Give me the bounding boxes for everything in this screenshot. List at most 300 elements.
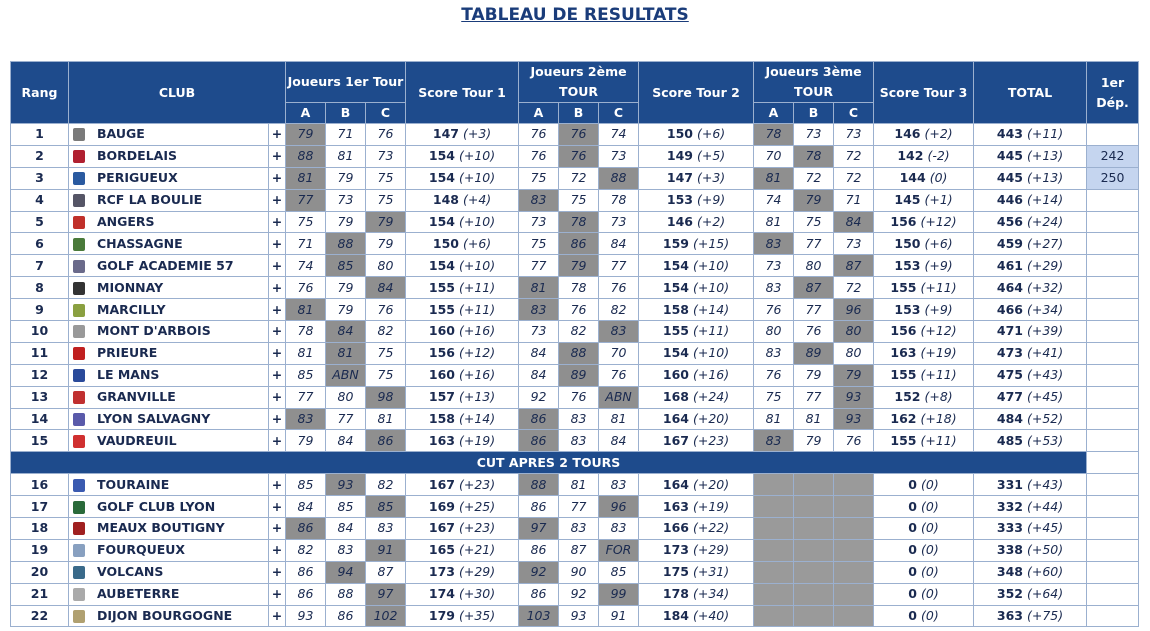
score-tour2 [639,211,754,233]
rank-cell: 11 [11,342,69,364]
total-cell [974,255,1087,277]
score-tour1-diff: (+13) [458,389,496,405]
total-cell [974,496,1087,518]
score-tour3-diff: (+11) [920,279,957,295]
table-row [11,233,1139,255]
total-cell [974,145,1087,167]
score-t2-cell: 82 [599,299,639,321]
club-logo-icon [73,238,85,251]
first-dep-cell [1087,583,1139,605]
score-tour1-diff: (+3) [462,126,492,142]
total-value: 475 [996,367,1023,383]
score-t2-cell: 72 [559,167,599,189]
score-t2-cell: 75 [559,189,599,211]
score-t2-cell: 92 [519,561,559,583]
total-value: 332 [996,498,1023,514]
score-t2-cell: 83 [559,408,599,430]
score-t2-cell: 81 [519,277,559,299]
score-t2-cell: 91 [599,605,639,627]
club-cell [69,496,269,518]
expand-button[interactable]: + [269,342,286,364]
score-t3-cell: 81 [794,408,834,430]
total-diff: (+75) [1026,608,1064,624]
club-name: MEAUX BOUTIGNY [97,520,225,536]
score-tour3-value: 155 [890,367,917,383]
score-t2-cell: 75 [519,233,559,255]
score-t3-cell: 72 [834,145,874,167]
score-tour2-diff: (+3) [696,170,726,186]
score-t1-cell: 86 [286,518,326,540]
total-diff: (+29) [1026,257,1064,273]
score-t2-cell: 75 [519,167,559,189]
score-tour2 [639,255,754,277]
header-c1: C [366,103,406,124]
score-t3-cell: 80 [834,342,874,364]
header-c3: C [834,103,874,124]
score-tour2 [639,299,754,321]
total-cell [974,233,1087,255]
score-tour2-diff: (+31) [692,564,730,580]
expand-button[interactable]: + [269,145,286,167]
expand-button[interactable]: + [269,211,286,233]
expand-button[interactable]: + [269,124,286,146]
total-cell [974,539,1087,561]
first-dep-cell [1087,211,1139,233]
score-tour1 [406,211,519,233]
total-diff: (+11) [1026,126,1064,142]
score-t3-empty-cell [834,474,874,496]
score-t3-cell: 75 [754,386,794,408]
score-tour3-value: 150 [894,235,921,251]
club-cell [69,167,269,189]
total-value: 456 [996,214,1023,229]
header-players-tour2: Joueurs 2ème TOUR [519,62,639,103]
score-t1-cell: 74 [286,255,326,277]
score-tour1-diff: (+6) [462,235,492,251]
score-tour3 [874,124,974,146]
score-t2-cell: 83 [599,474,639,496]
total-value: 348 [996,564,1023,580]
score-t1-cell: ABN [326,364,366,386]
score-tour3 [874,386,974,408]
expand-button[interactable]: + [269,430,286,452]
score-t2-cell: 85 [599,561,639,583]
rank-cell: 3 [11,167,69,189]
score-t1-cell: 81 [366,408,406,430]
club-name: GOLF CLUB LYON [97,498,216,514]
total-cell [974,408,1087,430]
expand-button[interactable]: + [269,496,286,518]
score-t2-cell: 78 [559,277,599,299]
score-t2-cell: 88 [559,342,599,364]
score-tour3-value: 153 [894,257,921,273]
score-t3-cell: 83 [754,342,794,364]
score-t2-cell: 74 [599,124,639,146]
score-tour2-diff: (+16) [692,367,730,383]
score-t3-cell: 76 [834,430,874,452]
score-tour1-value: 154 [428,214,455,229]
score-tour2 [639,583,754,605]
score-tour3 [874,342,974,364]
total-diff: (+13) [1026,148,1064,164]
score-t1-cell: 81 [326,342,366,364]
score-tour2-diff: (+2) [696,214,726,229]
score-tour3 [874,518,974,540]
score-tour2-value: 146 [666,214,693,229]
score-tour3 [874,321,974,343]
score-tour2 [639,145,754,167]
score-tour1-value: 174 [428,586,455,602]
score-t2-cell: 89 [559,364,599,386]
score-tour1 [406,474,519,496]
club-logo-icon [73,391,85,404]
score-tour1-value: 160 [428,367,455,383]
results-body [11,124,1139,627]
score-tour3-value: 0 [908,542,917,558]
score-t3-empty-cell [754,496,794,518]
total-value: 333 [996,520,1023,536]
score-t3-cell: 87 [834,255,874,277]
score-tour1-value: 179 [428,608,455,624]
score-t1-cell: 75 [366,364,406,386]
score-tour3-value: 0 [908,608,917,624]
club-name: DIJON BOURGOGNE [97,608,233,624]
score-tour3-value: 156 [890,323,917,339]
expand-button[interactable]: + [269,277,286,299]
first-dep-cell [1087,342,1139,364]
score-t1-cell: 79 [286,430,326,452]
score-t3-cell: 76 [794,321,834,343]
score-t3-empty-cell [834,583,874,605]
score-t3-cell: 83 [754,430,794,452]
score-tour2-diff: (+40) [692,608,730,624]
first-dep-cell [1087,518,1139,540]
expand-button[interactable]: + [269,321,286,343]
expand-button[interactable]: + [269,364,286,386]
score-tour1-value: 154 [428,170,455,186]
score-t1-cell: 79 [326,277,366,299]
club-logo-icon [73,150,85,163]
score-t3-cell: 72 [834,167,874,189]
score-t2-cell: 76 [559,386,599,408]
cut-label: CUT APRES 2 TOURS [11,452,1087,474]
score-t1-cell: 82 [366,321,406,343]
score-t1-cell: 86 [286,583,326,605]
score-tour3-value: 156 [890,214,917,229]
club-name: VOLCANS [97,564,164,580]
score-t3-cell: 70 [754,145,794,167]
score-tour3 [874,145,974,167]
club-name: MONT D'ARBOIS [97,323,211,339]
score-tour2-diff: (+20) [692,411,730,427]
score-tour2-value: 167 [662,432,689,448]
score-t2-cell: 84 [599,430,639,452]
score-t1-cell: 83 [286,408,326,430]
club-logo-icon [73,325,85,338]
table-row [11,539,1139,561]
score-tour2 [639,430,754,452]
score-t3-cell: 81 [754,167,794,189]
club-cell [69,539,269,561]
score-t1-cell: 78 [286,321,326,343]
score-t2-cell: 86 [519,408,559,430]
club-cell [69,255,269,277]
expand-button[interactable]: + [269,167,286,189]
expand-button[interactable]: + [269,583,286,605]
score-tour2-diff: (+20) [692,476,730,492]
total-cell [974,430,1087,452]
score-t3-empty-cell [794,561,834,583]
score-t3-cell: 93 [834,386,874,408]
score-tour1 [406,539,519,561]
rank-cell: 5 [11,211,69,233]
score-tour3 [874,364,974,386]
score-tour3-diff: (0) [921,476,939,492]
score-tour2-diff: (+23) [692,432,730,448]
score-t3-cell: 77 [794,299,834,321]
score-tour1-diff: (+16) [458,367,496,383]
score-t2-cell: 77 [519,255,559,277]
expand-button[interactable]: + [269,605,286,627]
score-t2-cell: 86 [519,430,559,452]
score-tour2 [639,408,754,430]
header-b3: B [794,103,834,124]
first-dep-cell: 250 [1087,167,1139,189]
score-tour2-value: 175 [662,564,689,580]
score-t3-cell: 77 [794,386,834,408]
score-tour2 [639,539,754,561]
score-tour3-value: 142 [897,148,924,164]
score-t3-cell: 71 [834,189,874,211]
score-tour2 [639,364,754,386]
score-t1-cell: 79 [366,233,406,255]
score-tour2-value: 158 [662,301,689,317]
rank-cell: 9 [11,299,69,321]
score-tour3-value: 146 [894,126,921,142]
club-logo-icon [73,347,85,360]
score-t3-cell: 84 [834,211,874,233]
expand-button[interactable]: + [269,539,286,561]
score-tour3 [874,430,974,452]
score-tour3-value: 0 [908,586,917,602]
total-diff: (+13) [1026,170,1064,186]
score-t3-cell: 72 [794,167,834,189]
score-t3-empty-cell [754,518,794,540]
score-tour2-diff: (+34) [692,586,730,602]
table-row [11,211,1139,233]
header-score-tour3: Score Tour 3 [874,62,974,124]
total-value: 443 [996,126,1023,142]
total-cell [974,386,1087,408]
total-cell [974,277,1087,299]
score-tour3-value: 145 [894,192,921,208]
score-t3-cell: 80 [754,321,794,343]
score-tour2 [639,474,754,496]
score-t2-cell: 77 [599,255,639,277]
first-dep-cell [1087,124,1139,146]
score-tour2-value: 178 [662,586,689,602]
expand-button[interactable]: + [269,189,286,211]
score-tour3 [874,561,974,583]
total-value: 352 [996,586,1023,602]
score-tour1 [406,299,519,321]
score-t1-cell: 75 [366,189,406,211]
table-row [11,189,1139,211]
score-t1-cell: 82 [366,474,406,496]
score-t2-cell: 86 [519,539,559,561]
first-dep-cell [1087,474,1139,496]
club-cell [69,145,269,167]
score-t1-cell: 98 [366,386,406,408]
rank-cell: 7 [11,255,69,277]
score-tour1-diff: (+19) [458,432,496,448]
score-t1-cell: 73 [366,145,406,167]
table-row [11,167,1139,189]
rank-cell: 2 [11,145,69,167]
score-t1-cell: 88 [326,233,366,255]
score-tour3-diff: (0) [921,564,939,580]
score-t3-cell: 76 [754,364,794,386]
score-tour1 [406,386,519,408]
score-tour3-diff: (+8) [924,389,953,405]
score-t1-cell: 79 [286,124,326,146]
first-dep-cell: 242 [1087,145,1139,167]
score-t1-cell: 84 [366,277,406,299]
score-tour1 [406,124,519,146]
club-logo-icon [73,172,85,185]
score-tour1-diff: (+11) [458,301,496,317]
score-tour3-value: 0 [908,476,917,492]
table-row [11,583,1139,605]
expand-button[interactable]: + [269,386,286,408]
score-t1-cell: 86 [366,430,406,452]
score-tour1-diff: (+12) [458,345,496,361]
club-logo-icon [73,588,85,601]
expand-button[interactable]: + [269,299,286,321]
header-b2: B [559,103,599,124]
score-t1-cell: 85 [326,255,366,277]
header-a2: A [519,103,559,124]
club-cell [69,474,269,496]
score-t2-cell: 73 [599,145,639,167]
score-tour2-diff: (+29) [692,542,730,558]
page-title: TABLEAU DE RESULTATS [461,5,689,25]
table-row [11,124,1139,146]
score-t3-cell: 81 [754,408,794,430]
club-cell [69,386,269,408]
score-tour2-value: 155 [662,323,689,339]
score-tour2-value: 159 [662,235,689,251]
score-t1-cell: 77 [286,386,326,408]
score-tour2 [639,496,754,518]
score-tour1 [406,496,519,518]
club-logo-icon [73,282,85,295]
score-t2-cell: 73 [519,211,559,233]
expand-button[interactable]: + [269,408,286,430]
score-t2-cell: 84 [599,233,639,255]
club-cell [69,561,269,583]
first-dep-cell [1087,408,1139,430]
score-tour2-value: 154 [662,257,689,273]
score-tour1-diff: (+11) [458,279,496,295]
score-t2-cell: 83 [599,518,639,540]
rank-cell: 8 [11,277,69,299]
total-cell [974,342,1087,364]
score-tour2 [639,561,754,583]
total-diff: (+14) [1026,192,1064,208]
score-t3-cell: 78 [794,145,834,167]
club-cell [69,342,269,364]
rank-cell: 20 [11,561,69,583]
total-diff: (+53) [1026,432,1064,448]
cut-row [11,452,1139,474]
score-tour1-diff: (+21) [458,542,496,558]
expand-button[interactable]: + [269,474,286,496]
total-diff: (+45) [1026,389,1064,405]
total-cell [974,211,1087,233]
expand-button[interactable]: + [269,255,286,277]
club-cell [69,189,269,211]
first-dep-cell [1087,299,1139,321]
expand-button[interactable]: + [269,233,286,255]
expand-button[interactable]: + [269,561,286,583]
score-t1-cell: 77 [286,189,326,211]
score-t2-cell: 90 [559,561,599,583]
rank-cell: 10 [11,321,69,343]
club-name: BAUGE [97,126,145,142]
club-cell [69,583,269,605]
score-tour3-diff: (0) [921,520,939,536]
score-t2-cell: 73 [599,211,639,233]
score-tour2 [639,342,754,364]
first-dep-cell [1087,605,1139,627]
score-t3-cell: 79 [794,430,834,452]
score-t3-empty-cell [794,496,834,518]
score-tour1 [406,189,519,211]
score-tour1-diff: (+10) [458,170,496,186]
score-tour3 [874,211,974,233]
score-tour3-value: 152 [894,389,921,405]
score-t1-cell: 71 [286,233,326,255]
score-t2-cell: 76 [599,277,639,299]
score-t1-cell: 84 [326,430,366,452]
total-value: 485 [996,432,1023,448]
rank-cell: 12 [11,364,69,386]
club-cell [69,233,269,255]
table-row [11,518,1139,540]
header-a3: A [754,103,794,124]
score-tour3 [874,167,974,189]
score-t1-cell: 83 [366,518,406,540]
score-tour3-value: 155 [890,432,917,448]
table-row [11,299,1139,321]
club-name: GOLF ACADEMIE 57 [97,257,234,273]
score-t2-cell: 86 [519,496,559,518]
club-name: CHASSAGNE [97,235,183,251]
score-t1-cell: 85 [326,496,366,518]
club-name: AUBETERRE [97,586,180,602]
score-tour1 [406,145,519,167]
score-tour3-value: 162 [890,411,917,427]
expand-button[interactable]: + [269,518,286,540]
score-t3-empty-cell [834,539,874,561]
club-name: PERIGUEUX [97,170,178,186]
first-dep-cell [1087,233,1139,255]
total-diff: (+39) [1026,323,1064,339]
total-value: 363 [996,608,1023,624]
rank-cell: 19 [11,539,69,561]
score-t1-cell: 80 [326,386,366,408]
